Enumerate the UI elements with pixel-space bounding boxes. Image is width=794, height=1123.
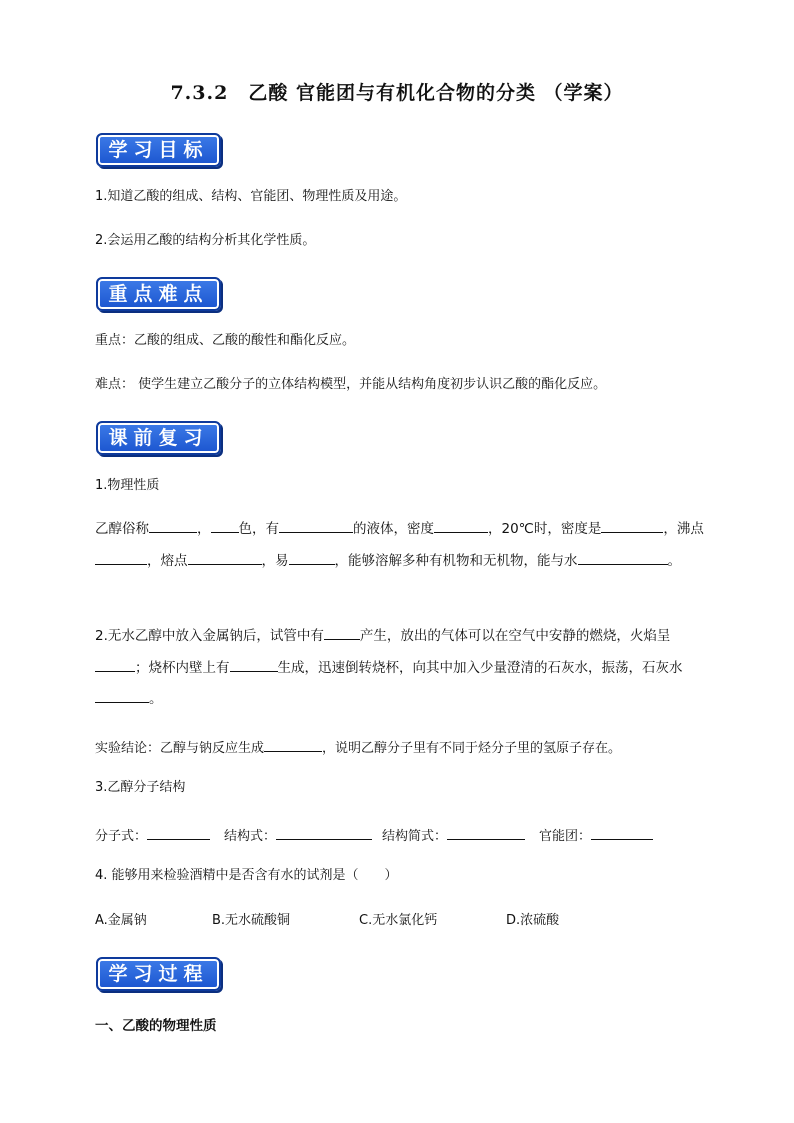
field-label: 官能团： (539, 829, 592, 844)
field-label: 结构简式： (382, 829, 448, 844)
review-q3-fields (95, 825, 653, 844)
conclusion-text: ，说明乙醇分子里有不同于烃分子里的氢原子存在。 (322, 741, 622, 756)
q1-text: ，熔点 (147, 552, 188, 569)
answer-blank[interactable] (211, 518, 239, 533)
q2-text: ；烧杯内壁上有 (135, 659, 230, 676)
option-b[interactable]: B.无水硫酸铜 (212, 913, 291, 928)
q1-text: ，能够溶解多种有机物和无机物，能与水 (334, 552, 578, 569)
q1-text: ，沸点 (663, 521, 704, 537)
option-a[interactable]: A.金属钠 (95, 913, 147, 928)
q1-text: 的液体，密度 (353, 521, 434, 537)
review-q2-text (95, 621, 705, 716)
review-q3-heading: 3.乙醇分子结构 (95, 780, 186, 795)
review-conclusion (95, 737, 621, 756)
q1-text: ，易 (261, 552, 289, 569)
answer-blank[interactable] (289, 550, 335, 565)
q2-text: 产生，放出的气体可以在空气中安静的燃烧，火焰呈 (359, 628, 671, 644)
answer-blank[interactable] (95, 688, 149, 703)
key-focus: 重点：乙酸的组成、乙酸的酸性和酯化反应。 (95, 333, 356, 348)
field-label: 分子式： (95, 829, 148, 844)
answer-blank[interactable] (264, 737, 322, 752)
answer-blank[interactable] (591, 825, 653, 840)
q1-text: 色，有 (238, 521, 279, 537)
review-q1-text (95, 514, 705, 577)
answer-blank[interactable] (447, 825, 525, 840)
option-d[interactable]: D.浓硫酸 (506, 913, 560, 928)
goal-1: 1.知道乙酸的组成、结构、官能团、物理性质及用途。 (95, 189, 407, 204)
answer-blank[interactable] (279, 518, 353, 533)
answer-blank[interactable] (149, 518, 197, 533)
badge-learning-process: 学习过程 (96, 957, 221, 991)
q1-text: 乙醇俗称 (95, 521, 149, 537)
section-heading-physical-properties: 一、乙酸的物理性质 (95, 1018, 217, 1034)
answer-blank[interactable] (434, 518, 488, 533)
option-c[interactable]: C.无水氯化钙 (359, 913, 438, 928)
q2-text: 。 (149, 691, 163, 707)
key-difficulty: 难点： 使学生建立乙酸分子的立体结构模型，并能从结构角度初步认识乙酸的酯化反应。 (95, 377, 607, 392)
answer-blank[interactable] (230, 657, 278, 672)
q2-text: 2.无水乙醇中放入金属钠后，试管中有 (95, 628, 324, 644)
answer-blank[interactable] (276, 825, 372, 840)
q1-text: ， (197, 521, 211, 537)
conclusion-text: 实验结论：乙醇与钠反应生成 (95, 741, 265, 756)
badge-review: 课前复习 (96, 421, 221, 455)
answer-blank[interactable] (95, 657, 135, 672)
goal-2: 2.会运用乙酸的结构分析其化学性质。 (95, 233, 316, 248)
answer-blank[interactable] (324, 625, 360, 640)
badge-learning-goals: 学习目标 (96, 133, 221, 167)
q1-text: 。 (667, 552, 681, 569)
answer-blank[interactable] (147, 825, 210, 840)
review-q4-stem: 4. 能够用来检验酒精中是否含有水的试剂是（ ） (95, 868, 398, 883)
page-title: 7.3.2 乙酸 官能团与有机化合物的分类 （学案） (170, 82, 624, 104)
answer-blank[interactable] (188, 550, 262, 565)
field-label: 结构式： (224, 829, 277, 844)
answer-blank[interactable] (601, 518, 663, 533)
answer-blank[interactable] (578, 550, 668, 565)
badge-key-points: 重点难点 (96, 277, 221, 311)
q2-text: 生成，迅速倒转烧杯，向其中加入少量澄清的石灰水，振荡，石灰水 (277, 659, 683, 676)
review-q1-heading: 1.物理性质 (95, 478, 160, 493)
answer-blank[interactable] (95, 550, 147, 565)
q1-text: ，20℃时，密度是 (488, 521, 602, 537)
